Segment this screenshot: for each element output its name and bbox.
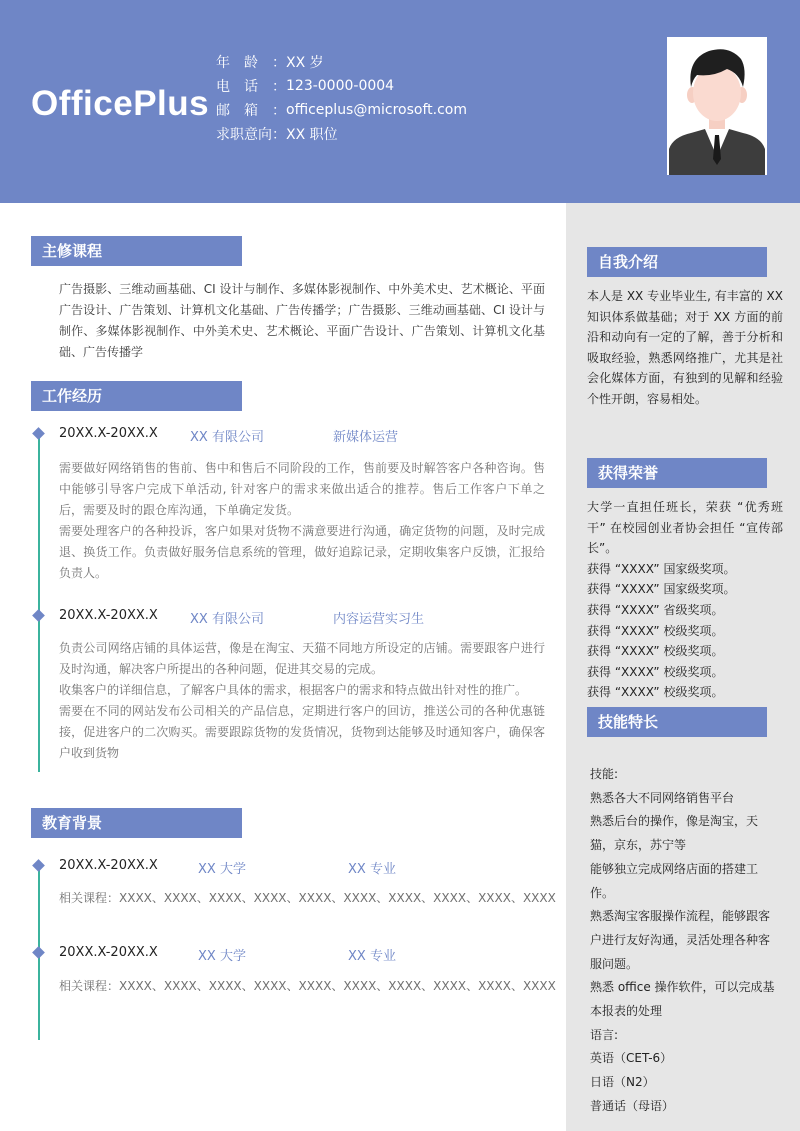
info-value: XX 岁 — [286, 55, 324, 71]
work-description-line: 需要做好网络销售的售前、售中和售后不同阶段的工作，售前要及时解答客户各种咨询。售中能够引导客户完成下单活动, 针对客户的需求来做出适合的推荐。售后工作客户下单之后，需要及时的跟仓库沟通，下单确定发货。 — [59, 461, 545, 517]
honor-item: 获得 “XXXX” 省级奖项。 — [587, 602, 724, 617]
work-date: 20XX.X-20XX.X — [59, 608, 158, 623]
info-value: XX 职位 — [286, 127, 338, 143]
skills-list — [590, 763, 780, 1119]
section-title-about: 自我介绍 — [587, 247, 767, 277]
work-position: 新媒体运营 — [333, 430, 399, 445]
edu-date: 20XX.X-20XX.X — [59, 858, 158, 873]
work-description — [59, 638, 545, 764]
honors-intro: 大学一直担任班长，荣获 “优秀班干” 在校园创业者协会担任 “宣传部长”。 — [587, 500, 783, 556]
honor-item: 获得 “XXXX” 国家级奖项。 — [587, 582, 736, 597]
profile-photo — [667, 37, 767, 175]
info-value: 123-0000-0004 — [286, 78, 395, 94]
edu-major: XX 专业 — [348, 949, 396, 964]
edu-school: XX 大学 — [198, 862, 246, 877]
info-label: 年龄： — [216, 55, 286, 71]
work-description-line: 收集客户的详细信息，了解客户具体的需求，根据客户的需求和特点做出针对性的推广。 — [59, 683, 528, 697]
brand-name: OfficePlus — [31, 84, 210, 123]
work-description-line: 负责公司网络店铺的具体运营，像是在淘宝、天猫不同地方所设定的店铺。需要跟客户进行及时沟通，解决客户所提出的各种问题，促进其交易的完成。 — [59, 641, 545, 676]
personal-info — [216, 50, 467, 146]
skill-line: 熟悉淘宝客服操作流程，能够跟客户进行友好沟通，灵活处理各种客服问题。 — [590, 909, 771, 971]
work-position: 内容运营实习生 — [333, 612, 425, 627]
honor-item: 获得 “XXXX” 校级奖项。 — [587, 685, 724, 700]
info-value: officeplus@microsoft.com — [286, 102, 467, 118]
skill-line: 日语（N2） — [590, 1075, 655, 1090]
honor-item: 获得 “XXXX” 国家级奖项。 — [587, 561, 736, 576]
info-label: 求职意向： — [216, 127, 286, 143]
header-banner — [0, 0, 800, 203]
timeline-diamond-icon — [32, 427, 45, 440]
avatar-icon — [667, 37, 767, 175]
skill-line: 熟悉各大不同网络销售平台 — [590, 790, 735, 805]
info-label: 电话： — [216, 79, 286, 95]
edu-school: XX 大学 — [198, 949, 246, 964]
info-objective — [216, 122, 467, 146]
work-company: XX 有限公司 — [190, 430, 264, 445]
edu-major: XX 专业 — [348, 862, 396, 877]
work-date: 20XX.X-20XX.X — [59, 426, 158, 441]
edu-courses: 相关课程：XXXX、XXXX、XXXX、XXXX、XXXX、XXXX、XXXX、XXXX、XXXX、XXXX — [59, 891, 556, 905]
skill-line: 技能: — [590, 767, 619, 781]
skill-line: 能够独立完成网络店面的搭建工作。 — [590, 861, 759, 900]
edu-date: 20XX.X-20XX.X — [59, 945, 158, 960]
work-company: XX 有限公司 — [190, 612, 264, 627]
info-email — [216, 98, 467, 122]
skill-line: 熟悉后台的操作，像是淘宝，天猫，京东，苏宁等 — [590, 814, 759, 853]
work-description-line: 需要在不同的网站发布公司相关的产品信息，定期进行客户的回访，推送公司的各种优惠链接，促进客户的二次购买。需要跟踪货物的发货情况，货物到达能够及时通知客户，确保客户收到货物 — [59, 704, 545, 760]
courses-text: 广告摄影、三维动画基础、CI 设计与制作、多媒体影视制作、中外美术史、艺术概论、平面广告设计、广告策划、计算机文化基础、广告传播学；广告摄影、三维动画基础、CI 设计与制作、多媒体影视制作、中外美术史、艺术概论、平面广告设计、广告策划、计算机文化基础、广告传播学 — [59, 282, 545, 359]
skill-line: 语言: — [590, 1027, 619, 1042]
info-age — [216, 50, 467, 74]
section-title-work: 工作经历 — [31, 381, 242, 411]
timeline-diamond-icon — [32, 946, 45, 959]
timeline-diamond-icon — [32, 609, 45, 622]
skill-line: 普通话（母语） — [590, 1098, 675, 1113]
skill-line: 英语（CET-6） — [590, 1051, 673, 1066]
about-text: 本人是 XX 专业毕业生, 有丰富的 XX 知识体系做基础；对于 XX 方面的前沿和动向有一定的了解，善于分析和吸取经验，熟悉网络推广，尤其是社会化媒体方面，有独到的见解和经验个性开朗，容易相处。 — [587, 289, 783, 406]
honor-item: 获得 “XXXX” 校级奖项。 — [587, 644, 724, 659]
honor-item: 获得 “XXXX” 校级奖项。 — [587, 623, 724, 638]
honor-item: 获得 “XXXX” 校级奖项。 — [587, 664, 724, 679]
work-description — [59, 458, 545, 584]
section-title-honors: 获得荣誉 — [587, 458, 767, 488]
edu-courses: 相关课程：XXXX、XXXX、XXXX、XXXX、XXXX、XXXX、XXXX、XXXX、XXXX、XXXX — [59, 979, 556, 993]
info-label: 邮箱： — [216, 103, 286, 119]
work-description-line: 需要处理客户的各种投诉，客户如果对货物不满意要进行沟通，确定货物的问题，及时完成退、换货工作。负责做好服务信息系统的管理，做好追踪记录，定期收集客户反馈，汇报给负责人。 — [59, 524, 545, 580]
section-title-skills: 技能特长 — [587, 707, 767, 737]
timeline-diamond-icon — [32, 859, 45, 872]
work-timeline-line — [38, 432, 40, 772]
info-phone — [216, 74, 467, 98]
skill-line: 熟悉 office 操作软件，可以完成基本报表的处理 — [590, 980, 775, 1019]
honors-list — [587, 497, 783, 703]
section-title-education: 教育背景 — [31, 808, 242, 838]
section-title-courses: 主修课程 — [31, 236, 242, 266]
